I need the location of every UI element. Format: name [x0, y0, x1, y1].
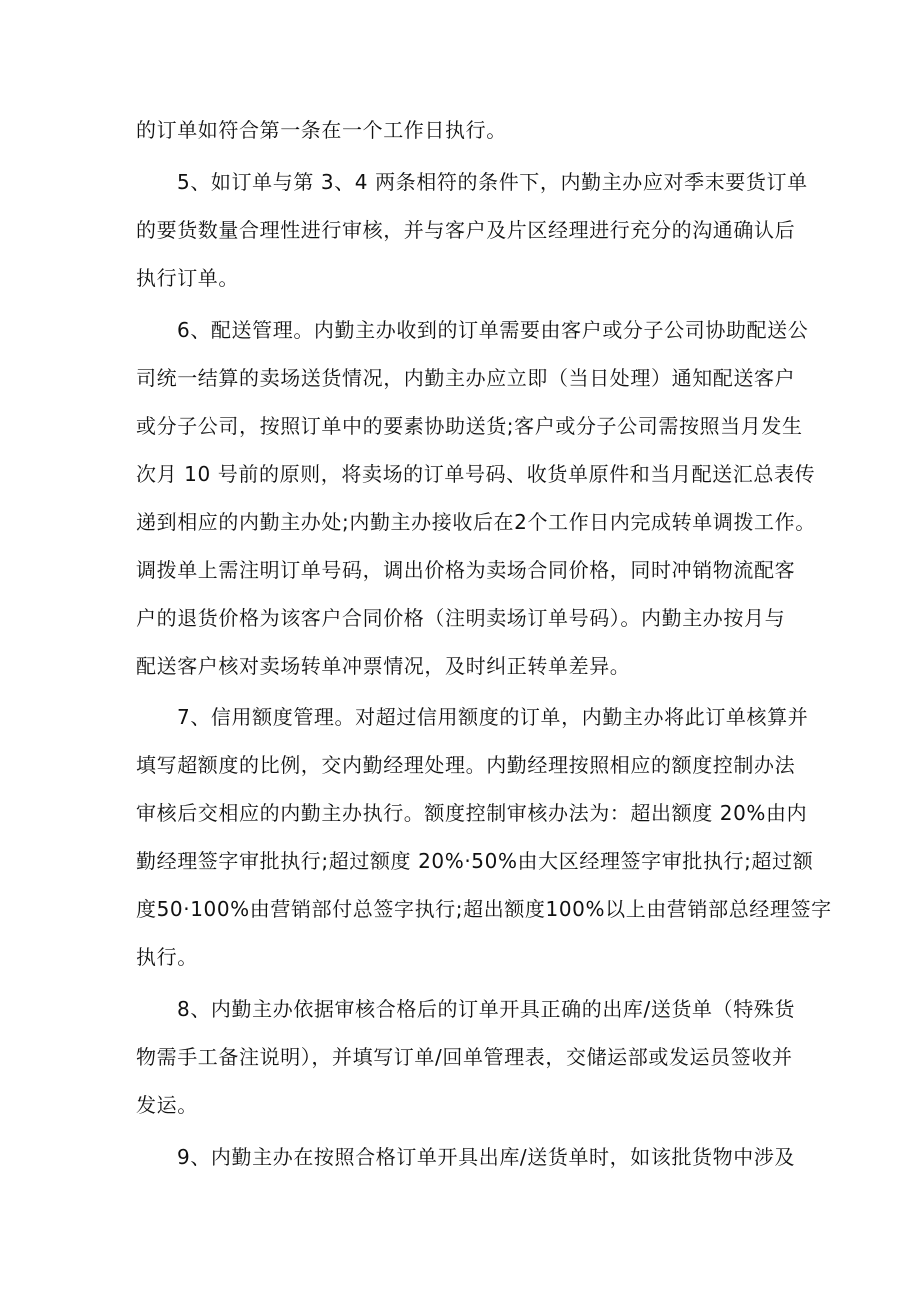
text-line: 或分子公司，按照订单中的要素协助送货;客户或分子公司需按照当月发生 — [136, 414, 803, 438]
text-line: 发运。 — [136, 1093, 198, 1117]
text-line: 司统一结算的卖场送货情况，内勤主办应立即（当日处理）通知配送客户 — [136, 366, 796, 390]
text-line: 执行。 — [136, 945, 198, 969]
text-line: 的订单如符合第一条在一个工作日执行。 — [136, 118, 507, 142]
text-line: 调拨单上需注明订单号码，调出价格为卖场合同价格，同时冲销物流配客 — [136, 558, 796, 582]
text-line: 递到相应的内勤主办处;内勤主办接收后在2个工作日内完成转单调拨工作。 — [136, 510, 816, 534]
text-line: 次月 10 号前的原则，将卖场的订单号码、收货单原件和当月配送汇总表传 — [136, 462, 816, 486]
paragraph-5-line-1: 5、如订单与第 3、4 两条相符的条件下，内勤主办应对季末要货订单 — [177, 170, 808, 194]
text-line: 度50·100%由营销部付总签字执行;超出额度100%以上由营销部总经理签字 — [136, 897, 832, 921]
text-line: 审核后交相应的内勤主办执行。额度控制审核办法为：超出额度 20%由内 — [136, 801, 808, 825]
text-line: 配送客户核对卖场转单冲票情况，及时纠正转单差异。 — [136, 654, 631, 678]
paragraph-7-line-1: 7、信用额度管理。对超过信用额度的订单，内勤主办将此订单核算并 — [177, 705, 809, 729]
text-line: 填写超额度的比例，交内勤经理处理。内勤经理按照相应的额度控制办法 — [136, 753, 796, 777]
text-line: 物需手工备注说明），并填写订单/回单管理表，交储运部或发运员签收并 — [136, 1045, 793, 1069]
text-line: 勤经理签字审批执行;超过额度 20%·50%由大区经理签字审批执行;超过额 — [136, 849, 814, 873]
paragraph-6-line-1: 6、配送管理。内勤主办收到的订单需要由客户或分子公司协助配送公 — [177, 318, 809, 342]
text-line: 的要货数量合理性进行审核，并与客户及片区经理进行充分的沟通确认后 — [136, 218, 796, 242]
paragraph-8-line-1: 8、内勤主办依据审核合格后的订单开具正确的出库/送货单（特殊货 — [177, 997, 796, 1021]
paragraph-9-line-1: 9、内勤主办在按照合格订单开具出库/送货单时，如该批货物中涉及 — [177, 1145, 796, 1169]
text-line: 执行订单。 — [136, 266, 239, 290]
text-line: 户的退货价格为该客户合同价格（注明卖场订单号码）。内勤主办按月与 — [136, 606, 786, 630]
